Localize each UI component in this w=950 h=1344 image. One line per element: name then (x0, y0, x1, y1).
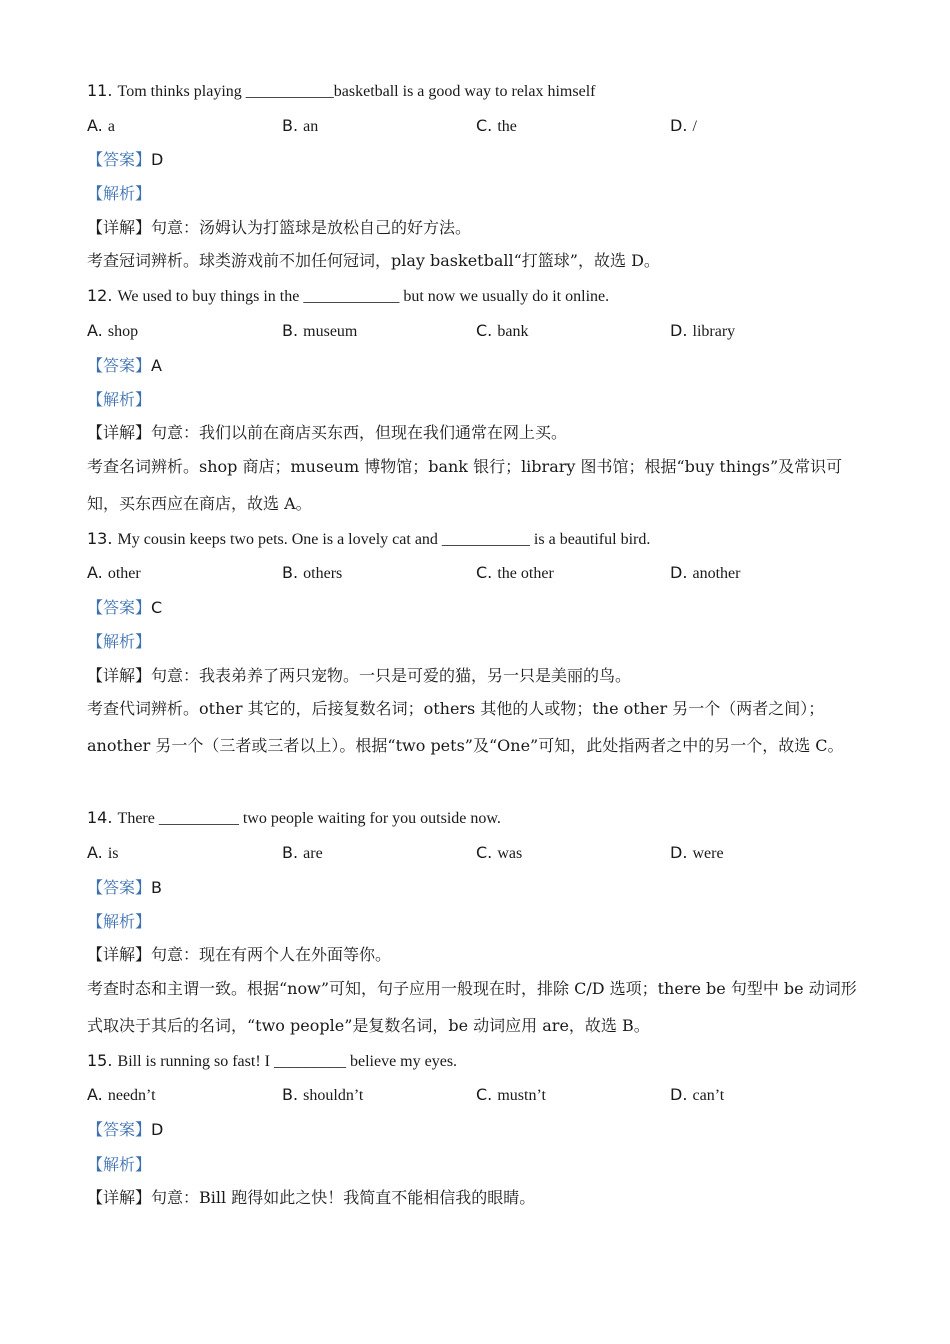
question-text: Tom thinks playing ___________basketball is a good way to relax himself (117, 83, 596, 100)
option-letter: D. (670, 321, 688, 340)
option-d (670, 116, 697, 137)
option-d (670, 1085, 724, 1106)
option-text: a (107, 118, 115, 135)
option-c (476, 563, 554, 584)
question-13-options (87, 563, 867, 583)
explanation-text: 考查名词辨析。shop 商店；museum 博物馆；bank 银行；library 图书馆；根据“buy things”及常识可知，买东西应在商店，故选 A。 (87, 457, 843, 513)
answer-tag: 【答案】 (87, 1120, 152, 1139)
option-d (670, 321, 735, 342)
option-c (476, 1085, 546, 1106)
analysis-tag: 【解析】 (87, 912, 152, 931)
answer-line (87, 878, 162, 898)
option-text: library (692, 323, 736, 340)
option-letter: D. (670, 1085, 688, 1104)
analysis-tag: 【解析】 (87, 390, 152, 409)
question-12-stem (87, 286, 609, 307)
answer-value: D (151, 150, 164, 169)
question-13-stem (87, 529, 650, 550)
option-b (282, 563, 342, 584)
option-letter: B. (282, 321, 299, 340)
explanation-text: 考查冠词辨析。球类游戏前不加任何冠词，play basketball“打篮球”，故选 D。 (87, 251, 660, 270)
answer-tag: 【答案】 (87, 356, 152, 375)
option-text: is (107, 845, 119, 862)
option-letter: B. (282, 563, 299, 582)
option-text: the other (497, 565, 554, 582)
explanation-text: 考查代词辨析。other 其它的，后接复数名词；others 其他的人或物；the other 另一个（两者之间）；another 另一个（三者或三者以上）。根据“two pets”及“One”可知，此处指两者之中的另一个，故选 C。 (87, 699, 844, 755)
option-b (282, 116, 318, 137)
question-text: We used to buy things in the ____________ but now we usually do it online. (117, 288, 610, 305)
option-letter: C. (476, 1085, 493, 1104)
option-letter: C. (476, 321, 493, 340)
option-letter: A. (87, 321, 103, 340)
option-letter: D. (670, 843, 688, 862)
option-text: an (303, 118, 319, 135)
option-b (282, 1085, 363, 1106)
option-text: other (107, 565, 141, 582)
option-b (282, 321, 357, 342)
option-letter: A. (87, 116, 103, 135)
option-letter: A. (87, 843, 103, 862)
option-text: shop (107, 323, 139, 340)
option-text: another (692, 565, 741, 582)
answer-value: A (151, 356, 162, 375)
answer-value: B (151, 878, 162, 897)
option-d (670, 843, 724, 864)
question-15-stem (87, 1051, 457, 1072)
question-number: 12. (87, 286, 113, 305)
option-d (670, 563, 740, 584)
option-text: are (303, 845, 323, 862)
option-text: were (692, 845, 724, 862)
option-letter: D. (670, 563, 688, 582)
question-text: Bill is running so fast! I _________ believe my eyes. (117, 1053, 458, 1070)
question-11-stem (87, 81, 595, 102)
option-text: shouldn’t (303, 1087, 364, 1104)
answer-value: C (151, 598, 163, 617)
question-12-options (87, 321, 867, 341)
answer-line (87, 150, 163, 170)
option-letter: A. (87, 563, 103, 582)
option-a (87, 321, 138, 342)
option-letter: B. (282, 843, 299, 862)
option-c (476, 843, 522, 864)
detail-text: 【详解】句意：我表弟养了两只宠物。一只是可爱的猫，另一只是美丽的鸟。 (87, 666, 632, 685)
question-11-options (87, 116, 867, 136)
option-a (87, 563, 141, 584)
option-letter: C. (476, 563, 493, 582)
question-number: 13. (87, 529, 113, 548)
analysis-tag: 【解析】 (87, 632, 152, 651)
option-letter: C. (476, 843, 493, 862)
answer-line (87, 1120, 163, 1140)
option-text: needn’t (107, 1087, 156, 1104)
option-a (87, 1085, 156, 1106)
answer-tag: 【答案】 (87, 150, 152, 169)
question-15-options (87, 1085, 867, 1105)
option-letter: C. (476, 116, 493, 135)
answer-tag: 【答案】 (87, 878, 152, 897)
question-number: 14. (87, 808, 113, 827)
question-14-stem (87, 808, 501, 829)
answer-line (87, 356, 162, 376)
question-number: 11. (87, 81, 113, 100)
option-letter: B. (282, 116, 299, 135)
answer-value: D (151, 1120, 164, 1139)
explanation-text: 考查时态和主谓一致。根据“now”可知，句子应用一般现在时，排除 C/D 选项；there be 句型中 be 动词形式取决于其后的名词，“two people”是复数名词，be 动词应用 are，故选 B。 (87, 979, 857, 1035)
detail-text: 【详解】句意：Bill 跑得如此之快！我简直不能相信我的眼睛。 (87, 1188, 536, 1207)
option-letter: D. (670, 116, 688, 135)
analysis-tag: 【解析】 (87, 1155, 152, 1174)
question-text: My cousin keeps two pets. One is a lovely cat and ___________ is a beautiful bird. (117, 531, 651, 548)
detail-text: 【详解】句意：现在有两个人在外面等你。 (87, 945, 392, 964)
option-text: mustn’t (497, 1087, 546, 1104)
question-14-options (87, 843, 867, 863)
option-text: / (692, 118, 697, 135)
question-number: 15. (87, 1051, 113, 1070)
option-text: others (303, 565, 343, 582)
answer-line (87, 598, 162, 618)
question-text: There __________ two people waiting for you outside now. (117, 810, 501, 827)
option-text: can’t (692, 1087, 725, 1104)
detail-text: 【详解】句意：汤姆认为打篮球是放松自己的好方法。 (87, 218, 472, 237)
answer-tag: 【答案】 (87, 598, 152, 617)
option-text: museum (303, 323, 358, 340)
option-b (282, 843, 323, 864)
option-letter: B. (282, 1085, 299, 1104)
option-text: the (497, 118, 517, 135)
option-letter: A. (87, 1085, 103, 1104)
option-text: was (497, 845, 523, 862)
option-c (476, 321, 528, 342)
option-a (87, 843, 119, 864)
detail-text: 【详解】句意：我们以前在商店买东西，但现在我们通常在网上买。 (87, 423, 568, 442)
option-c (476, 116, 517, 137)
analysis-tag: 【解析】 (87, 184, 152, 203)
option-a (87, 116, 115, 137)
option-text: bank (497, 323, 529, 340)
